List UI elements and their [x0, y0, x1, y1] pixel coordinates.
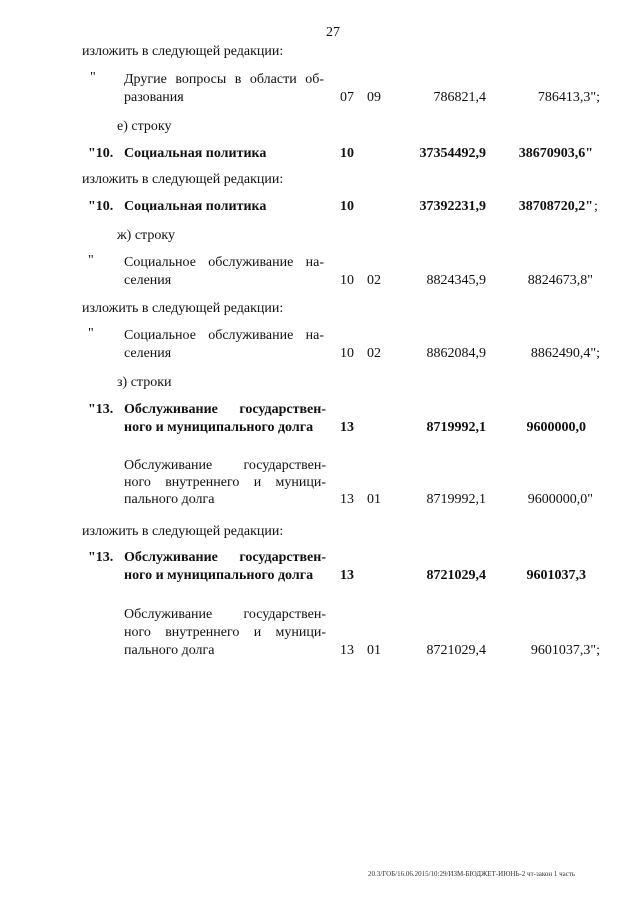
row-name-line: Другие вопросы в области об-	[124, 72, 324, 87]
row-name-line: ного внутреннего и муници-	[124, 625, 326, 640]
subitem-label: е) строку	[117, 119, 172, 134]
value-2016: 9601037,3	[526, 568, 586, 583]
row-name-line: селения	[124, 273, 172, 288]
section-code: 10	[340, 346, 354, 361]
value-2016: 9600000,0	[526, 420, 586, 435]
row-number: "13.	[88, 550, 114, 565]
section-code: 13	[340, 492, 354, 507]
quote-mark: "	[88, 253, 94, 268]
value-2015: 8721029,4	[426, 643, 486, 658]
value-2015: 8862084,9	[426, 346, 486, 361]
value-2015: 8824345,9	[426, 273, 486, 288]
subsection-code: 02	[367, 346, 381, 361]
quote-mark: "	[88, 326, 94, 341]
row-name: Социальная политика	[124, 199, 267, 214]
value-2015: 786821,4	[433, 90, 486, 105]
value-2016: 9600000,0"	[527, 492, 593, 507]
row-name-line: ного и муниципального долга	[124, 568, 314, 583]
row-name-line: Социальное обслуживание на-	[124, 328, 324, 343]
row-name-line: Обслуживание государствен-	[124, 402, 326, 417]
subitem-label: ж) строку	[117, 228, 175, 243]
row-name-line: Обслуживание государствен-	[124, 550, 326, 565]
value-2015: 8719992,1	[426, 492, 486, 507]
section-code: 13	[340, 568, 354, 583]
section-code: 10	[340, 199, 354, 214]
row-number: "10.	[88, 199, 114, 214]
row-name-line: пального долга	[124, 643, 215, 658]
section-code: 13	[340, 643, 354, 658]
section-code: 07	[340, 90, 354, 105]
semicolon: ;	[594, 199, 598, 214]
row-name-line: пального долга	[124, 492, 215, 507]
row-name-line: ного внутреннего и муници-	[124, 475, 326, 490]
quote-mark: "	[90, 70, 96, 85]
value-2016: 38670903,6"	[518, 146, 593, 161]
subsection-code: 02	[367, 273, 381, 288]
value-2015: 8719992,1	[426, 420, 486, 435]
row-number: "10.	[88, 146, 114, 161]
subitem-label: з) строки	[117, 375, 172, 390]
footer-path: 20.3/ГОБ/16.06.2015/10:29/ИЗМ-БЮДЖЕТ-ИЮНЬ-2 чт-закон 1 часть	[368, 870, 576, 878]
value-2015: 37354492,9	[419, 146, 486, 161]
instruction-text: изложить в следующей редакции:	[82, 44, 284, 59]
value-2016: 786413,3";	[537, 90, 600, 105]
row-name-line: разования	[124, 90, 184, 105]
value-2016: 8862490,4";	[530, 346, 600, 361]
subsection-code: 01	[367, 492, 381, 507]
row-number: "13.	[88, 402, 114, 417]
value-2016: 9601037,3";	[530, 643, 600, 658]
instruction-text: изложить в следующей редакции:	[82, 301, 284, 316]
subsection-code: 09	[367, 90, 381, 105]
page-number: 27	[326, 25, 340, 40]
instruction-text: изложить в следующей редакции:	[82, 524, 284, 539]
section-code: 13	[340, 420, 354, 435]
instruction-text: изложить в следующей редакции:	[82, 172, 284, 187]
value-2016: 38708720,2"	[518, 199, 593, 214]
value-2016: 8824673,8"	[527, 273, 593, 288]
row-name-line: Социальное обслуживание на-	[124, 255, 324, 270]
value-2015: 37392231,9	[419, 199, 486, 214]
section-code: 10	[340, 146, 354, 161]
section-code: 10	[340, 273, 354, 288]
subsection-code: 01	[367, 643, 381, 658]
row-name-line: селения	[124, 346, 172, 361]
value-2015: 8721029,4	[426, 568, 486, 583]
row-name-line: ного и муниципального долга	[124, 420, 314, 435]
row-name-line: Обслуживание государствен-	[124, 458, 326, 473]
row-name: Социальная политика	[124, 146, 267, 161]
row-name-line: Обслуживание государствен-	[124, 607, 326, 622]
